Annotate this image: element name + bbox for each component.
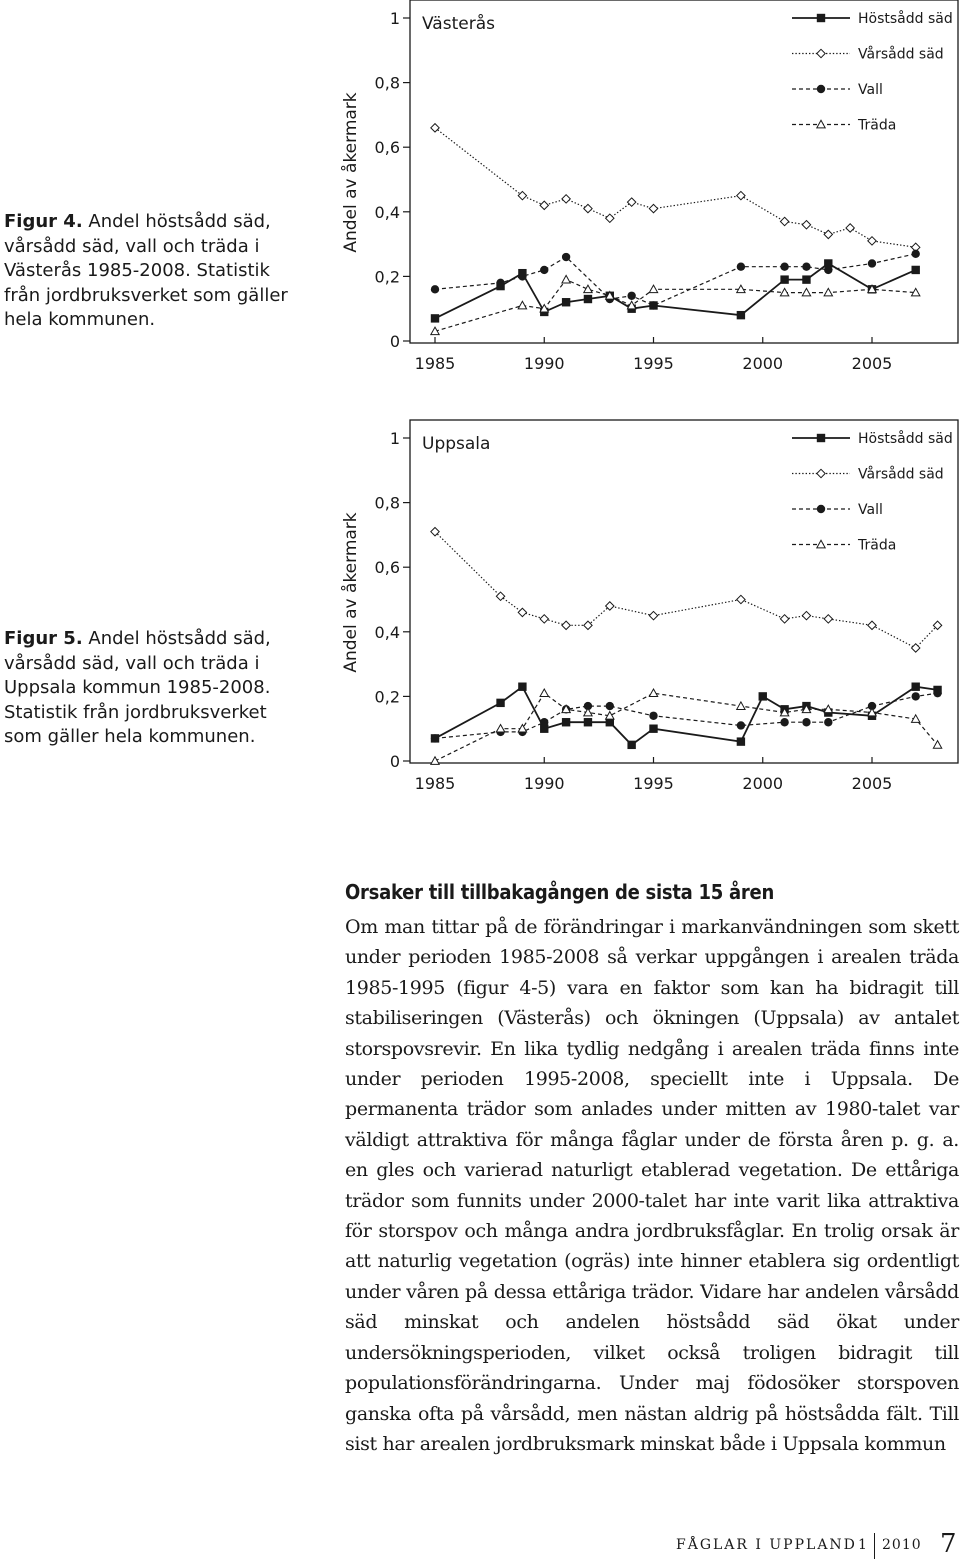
legend-label: Träda xyxy=(858,537,897,554)
data-point xyxy=(868,621,876,629)
series-v-rs-dd-s-d xyxy=(431,124,920,252)
data-point xyxy=(584,295,592,303)
figure-4-caption-text: Andel höstsådd säd, vårsådd säd, vall och träda i Västerås 1985-2008. Statistik från jordbruksverket som gäller hela kommunen. xyxy=(4,211,288,331)
data-point xyxy=(780,217,788,225)
series-line xyxy=(435,687,938,745)
data-point xyxy=(562,298,570,306)
legend-label: Vall xyxy=(858,502,883,518)
y-tick-label: 0,8 xyxy=(374,73,400,93)
x-tick-label: 2000 xyxy=(742,774,784,793)
issue-year: 2010 xyxy=(882,1537,922,1553)
legend-marker xyxy=(817,434,825,442)
magazine-name: FÅGLAR I UPPLAND xyxy=(676,1537,857,1553)
article-body: Om man tittar på de förändringar i markanvändningen som skett under perioden 1985-2008 så verkar uppgången i arealen träda 1985-1995 (figur 4-5) vara en faktor som kan ha bidragit till stabiliseringen (Västerås) och ökningen (Uppsala) av antalet storspovsrevir. En lika tydlig nedgång i arealen träda finns inte under perioden 1995-2008, speciellt inte i Uppsala. De permanenta trädor som anlades under mitten av 1980-talet var väldigt attraktiva för många fåglar under de första åren p. g. a. en gles och varierad naturligt etablerad vegetation. De ettåriga trädor som funnits under 2000-talet har inte varit lika attraktiva för storspov och många andra jordbruksfåglar. En trolig orsak är att naturlig vegetation (ogräs) inte hinner etablera sig ordentligt under våren på dessa ettåriga trädor. Vidare har andelen vårsådd säd minskat och andelen höstsådd säd ökat under undersökningsperioden, vilket också troligen bidragit till populationsförändringarna. Under maj födosöker storspoven ganska ofta på vårsådd, men nästan aldrig på höstsådda fält. Till sist har arealen jordbruksmark minskat både i Uppsala kommun xyxy=(345,916,959,1455)
data-point xyxy=(824,288,832,296)
data-point xyxy=(562,253,570,261)
data-point xyxy=(912,250,920,258)
data-point xyxy=(824,266,832,274)
data-point xyxy=(802,275,810,283)
legend-item xyxy=(792,466,944,483)
y-tick-label: 0 xyxy=(389,332,400,351)
series-h-sts-dd-s-d xyxy=(431,259,920,322)
data-point xyxy=(649,301,657,309)
legend-item xyxy=(792,430,953,447)
data-point xyxy=(737,191,745,199)
figure-4-caption xyxy=(4,210,304,333)
data-point xyxy=(868,259,876,267)
data-point xyxy=(496,279,504,287)
data-point xyxy=(584,204,592,212)
x-tick-label: 1990 xyxy=(523,774,565,793)
series-tr-da xyxy=(431,689,942,764)
series-line xyxy=(435,254,916,306)
data-point xyxy=(802,611,810,619)
x-tick-label: 2000 xyxy=(742,354,784,373)
figure-4-label: Figur 4. xyxy=(4,211,83,232)
data-point xyxy=(540,615,548,623)
data-point xyxy=(518,301,526,309)
legend-label: Vårsådd säd xyxy=(858,46,944,63)
data-point xyxy=(540,266,548,274)
data-point xyxy=(649,611,657,619)
x-tick-label: 1995 xyxy=(633,354,674,373)
footer-divider xyxy=(874,1533,875,1559)
figure-5-caption xyxy=(4,627,304,750)
data-point xyxy=(431,757,439,765)
legend-label: Vårsådd säd xyxy=(858,466,944,483)
y-tick-label: 0,4 xyxy=(374,202,400,222)
legend-item xyxy=(792,538,896,554)
y-tick-label: 0,6 xyxy=(374,558,400,578)
x-tick-label: 1990 xyxy=(523,354,565,373)
data-point xyxy=(518,608,526,616)
legend-item xyxy=(792,46,944,63)
data-point xyxy=(649,285,657,293)
data-point xyxy=(649,725,657,733)
legend-item xyxy=(792,502,883,518)
chart-title: Uppsala xyxy=(422,434,491,454)
data-point xyxy=(933,741,941,749)
data-point xyxy=(496,699,504,707)
data-point xyxy=(562,275,570,283)
legend-marker xyxy=(817,14,825,22)
data-point xyxy=(627,292,635,300)
y-tick-label: 0,2 xyxy=(374,267,400,287)
data-point xyxy=(518,683,526,691)
data-point xyxy=(737,595,745,603)
data-point xyxy=(780,275,788,283)
y-tick-label: 1 xyxy=(389,429,400,448)
data-point xyxy=(649,689,657,697)
data-point xyxy=(562,621,570,629)
data-point xyxy=(649,204,657,212)
data-point xyxy=(780,718,788,726)
legend-item xyxy=(792,82,883,98)
data-point xyxy=(562,718,570,726)
data-point xyxy=(912,644,920,652)
series-h-sts-dd-s-d xyxy=(431,683,942,750)
y-tick-label: 0,6 xyxy=(374,138,400,158)
series-line xyxy=(435,280,916,332)
legend-marker xyxy=(817,85,825,93)
data-point xyxy=(496,725,504,733)
issue-number: 1 xyxy=(858,1537,867,1553)
legend-item xyxy=(792,10,953,27)
y-tick-label: 1 xyxy=(389,9,400,28)
y-tick-label: 0,2 xyxy=(374,687,400,707)
data-point xyxy=(431,734,439,742)
data-point xyxy=(540,718,548,726)
data-point xyxy=(584,285,592,293)
y-axis-label: Andel av åkermark xyxy=(341,92,361,253)
data-point xyxy=(933,689,941,697)
data-point xyxy=(824,230,832,238)
legend-label: Vall xyxy=(858,82,883,98)
data-point xyxy=(868,237,876,245)
uppsala-line-chart xyxy=(330,420,960,800)
data-point xyxy=(737,702,745,710)
article-heading: Orsaker till tillbakagången de sista 15 åren xyxy=(345,880,775,904)
data-point xyxy=(606,214,614,222)
data-point xyxy=(846,224,854,232)
vasteras-line-chart xyxy=(330,0,960,380)
data-point xyxy=(802,263,810,271)
data-point xyxy=(737,263,745,271)
data-point xyxy=(737,311,745,319)
data-point xyxy=(606,702,614,710)
legend-marker xyxy=(817,505,825,513)
data-point xyxy=(518,272,526,280)
legend-item xyxy=(792,118,896,134)
data-point xyxy=(802,288,810,296)
chart-title: Västerås xyxy=(422,14,495,34)
data-point xyxy=(912,266,920,274)
data-point xyxy=(802,718,810,726)
page-footer xyxy=(660,1529,958,1561)
x-tick-label: 2005 xyxy=(851,354,893,373)
x-tick-label: 1995 xyxy=(633,774,674,793)
legend-marker xyxy=(817,49,825,57)
data-point xyxy=(584,718,592,726)
page-number: 7 xyxy=(940,1529,957,1559)
legend-marker xyxy=(817,469,825,477)
series-line xyxy=(435,128,916,248)
figure-5-label: Figur 5. xyxy=(4,628,83,649)
data-point xyxy=(780,615,788,623)
y-tick-label: 0,8 xyxy=(374,493,400,513)
x-tick-label: 1985 xyxy=(414,774,456,793)
x-tick-label: 2005 xyxy=(851,774,893,793)
data-point xyxy=(627,741,635,749)
data-point xyxy=(431,314,439,322)
x-tick-label: 1985 xyxy=(414,354,456,373)
data-point xyxy=(431,285,439,293)
legend-label: Träda xyxy=(858,117,897,134)
y-tick-label: 0 xyxy=(389,752,400,771)
data-point xyxy=(496,592,504,600)
article xyxy=(345,880,959,1459)
data-point xyxy=(912,692,920,700)
data-point xyxy=(824,718,832,726)
data-point xyxy=(802,221,810,229)
data-point xyxy=(780,263,788,271)
data-point xyxy=(649,712,657,720)
data-point xyxy=(562,195,570,203)
data-point xyxy=(759,692,767,700)
series-vall xyxy=(431,250,920,310)
figure-5-caption-text: Andel höstsådd säd, vårsådd säd, vall och träda i Uppsala kommun 1985-2008. Statistik från jordbruksverket som gäller hela kommunen. xyxy=(4,628,271,748)
data-point xyxy=(627,198,635,206)
data-point xyxy=(824,615,832,623)
legend-label: Höstsådd säd xyxy=(858,11,953,27)
y-axis-label: Andel av åkermark xyxy=(341,512,361,673)
data-point xyxy=(737,721,745,729)
data-point xyxy=(540,689,548,697)
data-point xyxy=(540,201,548,209)
data-point xyxy=(912,683,920,691)
series-line xyxy=(435,693,938,761)
y-tick-label: 0,4 xyxy=(374,622,400,642)
legend-label: Höstsådd säd xyxy=(858,431,953,447)
data-point xyxy=(737,737,745,745)
